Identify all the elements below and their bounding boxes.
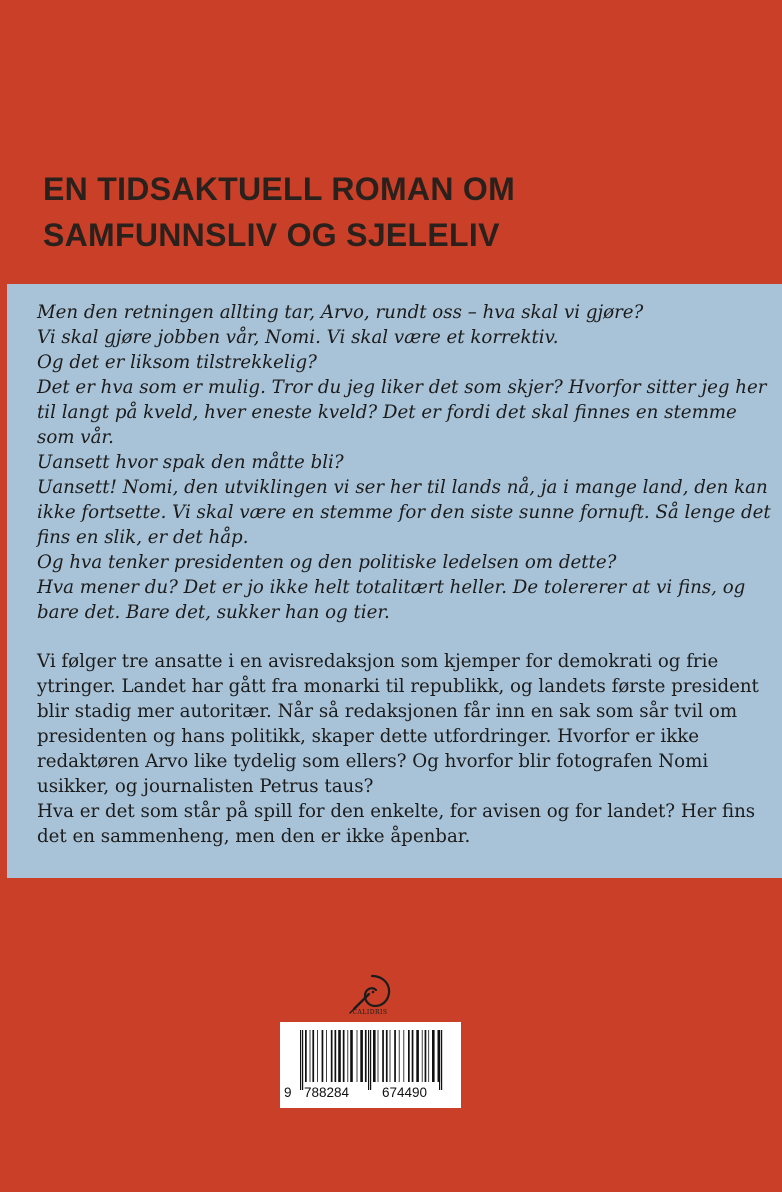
isbn-barcode bbox=[280, 1022, 461, 1108]
blurb-paragraph: Vi følger tre ansatte i en avisredaksjon som kjemper for demokrati og frie ytringer. Landet har gått fra monarki til republikk, og landets første president blir stadig mer autoritær. Når så redaksjonen får inn en sak som sår tvil om presidenten og hans politikk, skaper dette utfordringer. Hvorfor er ikke redaktøren Arvo like tydelig som ellers? Og hvorfor blir fotografen Nomi usikker, og journalisten Petrus taus? bbox=[37, 651, 759, 797]
barcode-group-1: 788284 bbox=[304, 1085, 350, 1100]
quote-line: Og det er liksom tilstrekkelig? bbox=[37, 352, 317, 373]
blurb-paragraph: Hva er det som står på spill for den enkelte, for avisen og for landet? Her fins det en sammenheng, men den er ikke åpenbar. bbox=[37, 801, 756, 847]
quote-line: Det er hva som er mulig. Tror du jeg liker det som skjer? Hvorfor sitter jeg her til langt på kveld, hver eneste kveld? Det er fordi det skal finnes en stemme som vår. bbox=[37, 377, 767, 448]
quote-line: Hva mener du? Det er jo ikke helt totalitært heller. De tolererer at vi fins, og bare det. Bare det, sukker han og tier. bbox=[37, 577, 746, 623]
headline-line-1: EN TIDSAKTUELL ROMAN OM bbox=[43, 171, 516, 207]
quote-line: Men den retningen allting tar, Arvo, rundt oss – hva skal vi gjøre? bbox=[37, 302, 644, 323]
quote-line: Uansett hvor spak den måtte bli? bbox=[37, 452, 344, 473]
book-blurb bbox=[37, 649, 777, 849]
publisher-name: CALIDRIS bbox=[352, 1009, 388, 1016]
headline bbox=[43, 166, 743, 258]
barcode-group-2: 674490 bbox=[382, 1085, 428, 1100]
dialogue-excerpt bbox=[37, 300, 777, 625]
quote-line: Og hva tenker presidenten og den politiske ledelsen om dette? bbox=[37, 552, 617, 573]
quote-line: Uansett! Nomi, den utviklingen vi ser her til lands nå, ja i mange land, den kan ikke fortsette. Vi skal være en stemme for den siste sunne fornuft. Så lenge det fins en slik, er det håp. bbox=[37, 477, 771, 548]
barcode-first-digit: 9 bbox=[284, 1085, 292, 1100]
ean13-barcode-icon bbox=[288, 1030, 453, 1090]
quote-line: Vi skal gjøre jobben vår, Nomi. Vi skal være et korrektiv. bbox=[37, 327, 559, 348]
headline-line-2: SAMFUNNSLIV OG SJELELIV bbox=[43, 217, 500, 253]
